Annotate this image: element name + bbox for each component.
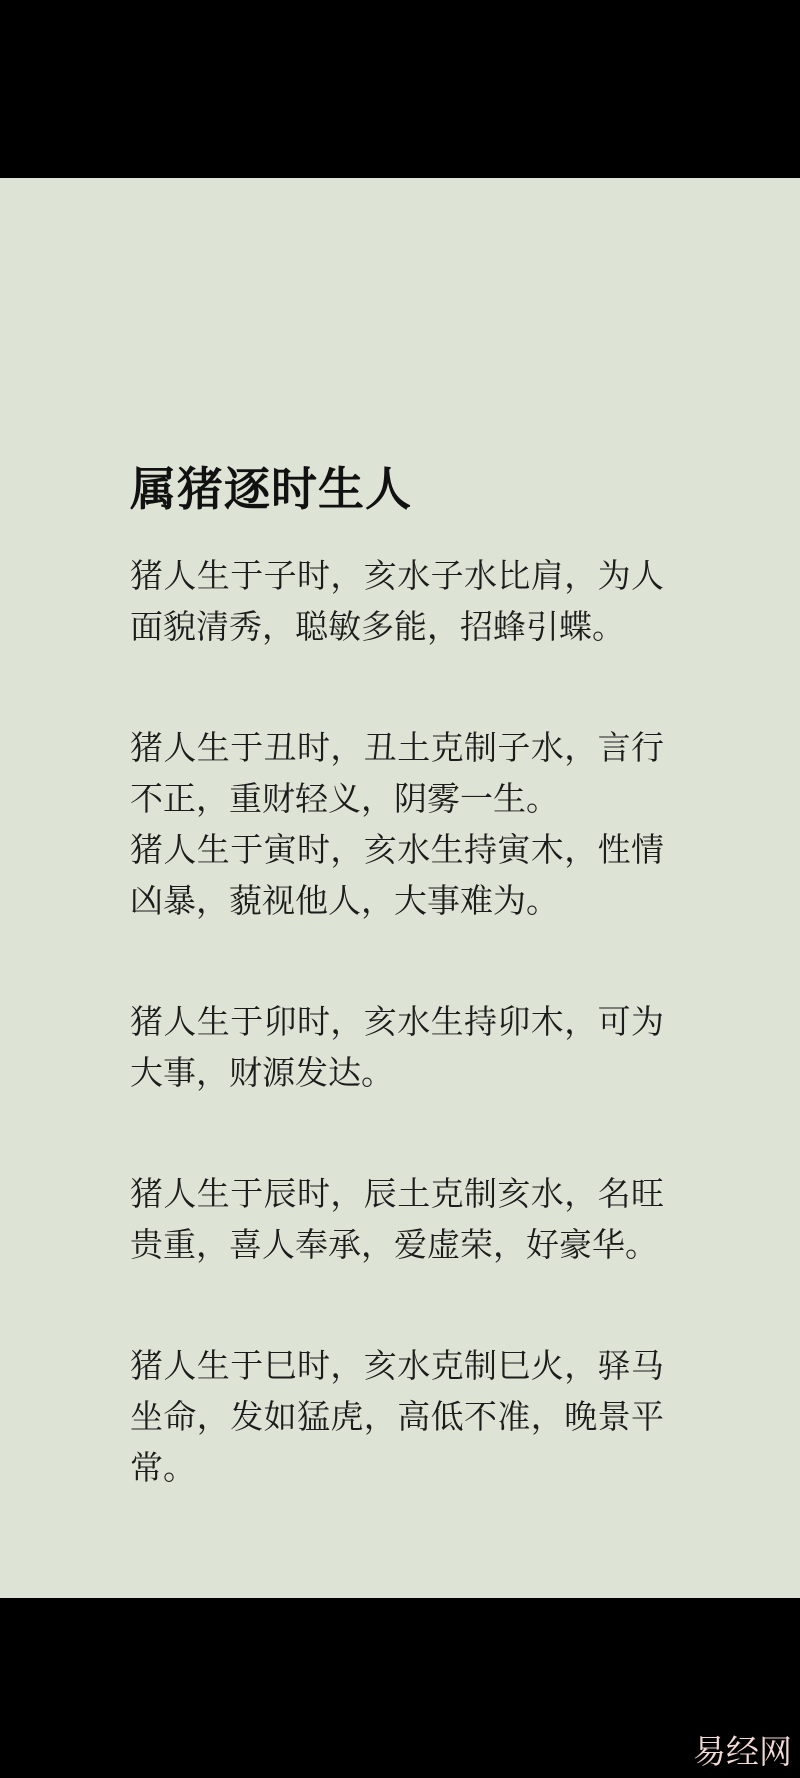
article-page bbox=[0, 178, 800, 1598]
top-letterbox-bar bbox=[0, 0, 800, 178]
paragraph: 猪人生于子时，亥水子水比肩，为人面貌清秀，聪敏多能，招蜂引蝶。 bbox=[130, 557, 664, 645]
paragraph: 猪人生于巳时，亥水克制巳火，驿马坐命，发如猛虎，高低不准，晚景平常。 bbox=[130, 1347, 664, 1486]
site-watermark: 易经网 bbox=[693, 1733, 792, 1770]
paragraph: 猪人生于卯时，亥水生持卯木，可为大事，财源发达。 bbox=[130, 1003, 664, 1091]
paragraph: 猪人生于丑时，丑土克制子水，言行不正，重财轻义，阴雾一生。 bbox=[130, 729, 664, 817]
bottom-letterbox-bar bbox=[0, 1598, 800, 1778]
article-body bbox=[130, 550, 670, 1493]
paragraph: 猪人生于辰时，辰土克制亥水，名旺贵重，喜人奉承，爱虚荣，好豪华。 bbox=[130, 1175, 664, 1263]
paragraph: 猪人生于寅时，亥水生持寅木，性情凶暴，藐视他人，大事难为。 bbox=[130, 831, 664, 919]
page-title: 属猪逐时生人 bbox=[130, 463, 412, 515]
